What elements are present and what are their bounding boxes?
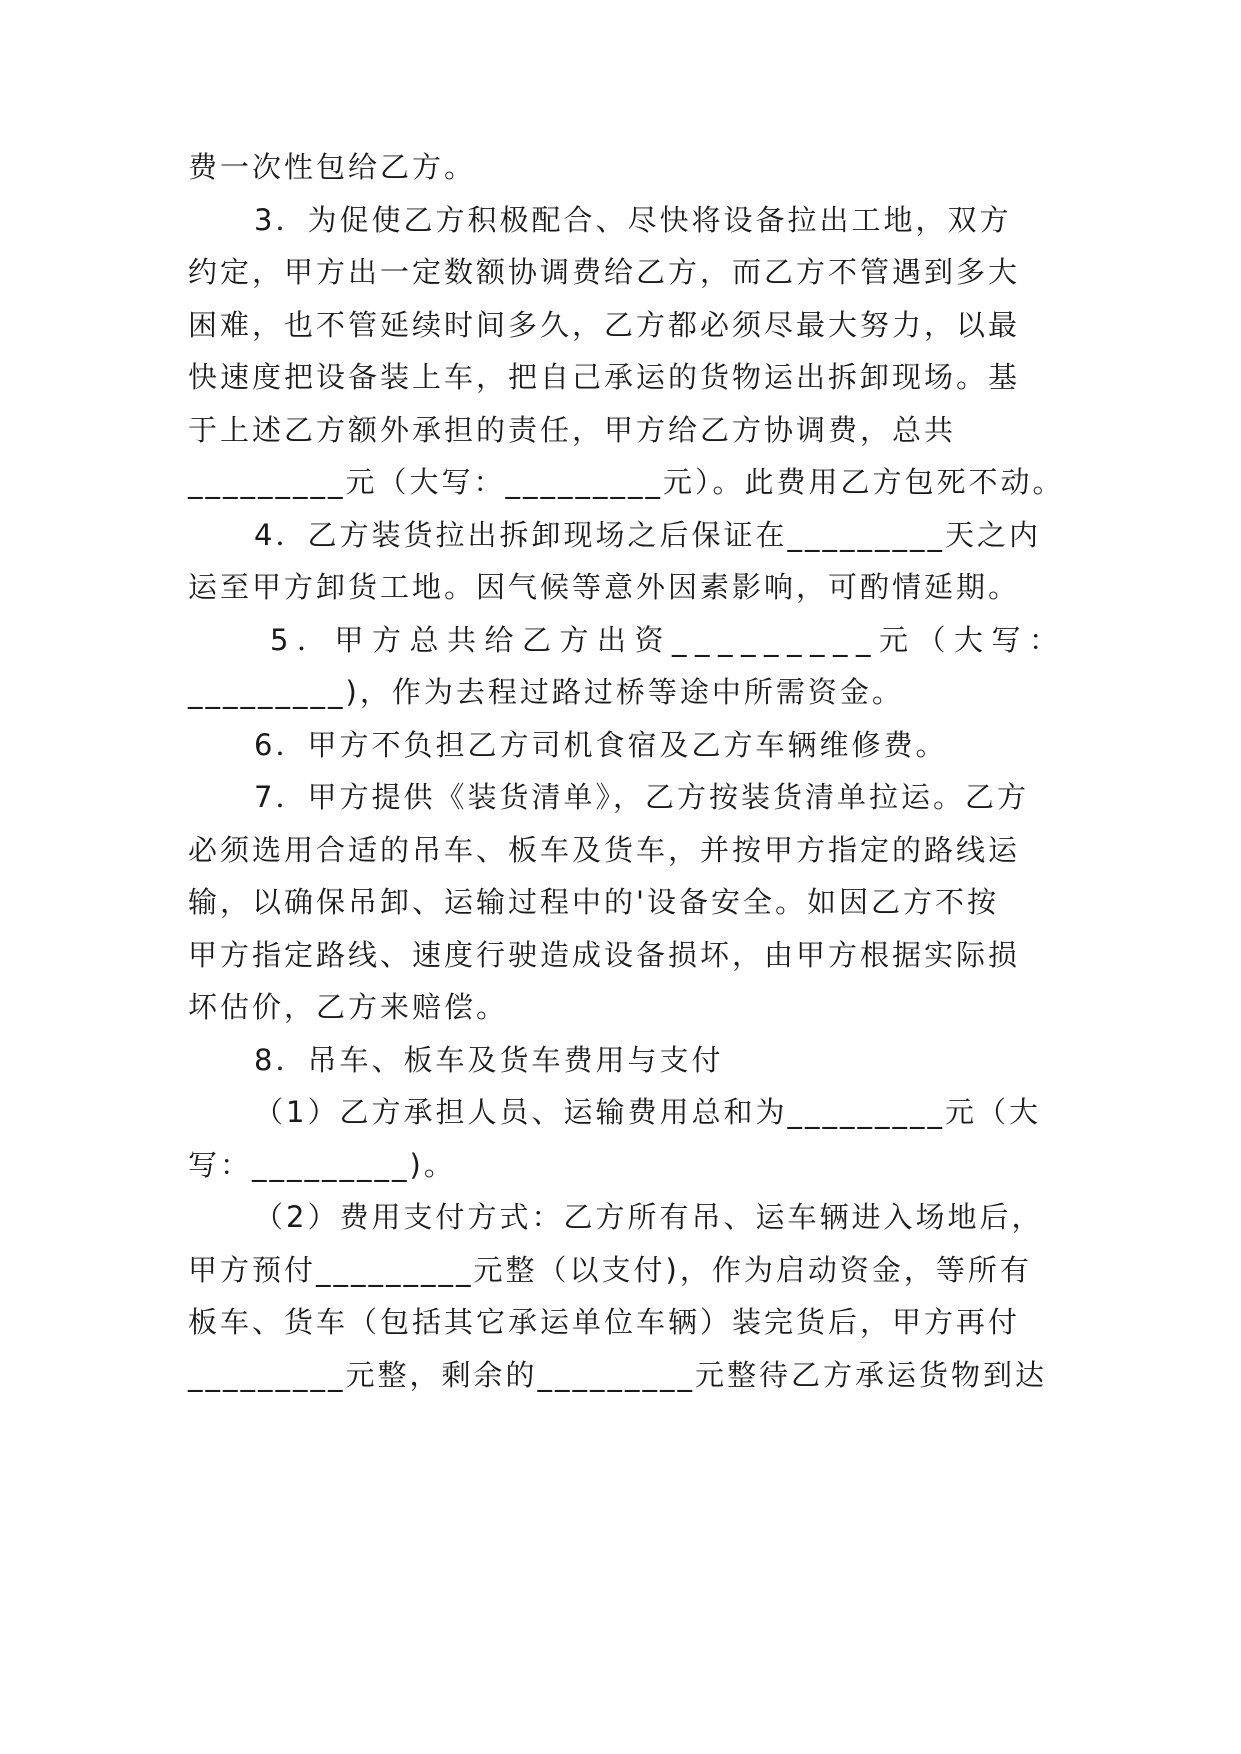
text-line: 写：_________)。	[188, 1148, 456, 1182]
text-line: _________元整，剩余的_________元整待乙方承运货物到达	[188, 1358, 1048, 1392]
text-line: 快速度把设备装上车，把自己承运的货物运出拆卸现场。基	[188, 360, 1021, 394]
text-line: 费一次性包给乙方。	[188, 150, 477, 184]
text-line: 于上述乙方额外承担的责任，甲方给乙方协调费，总共	[188, 413, 957, 447]
text-line: 困难，也不管延续时间多久，乙方都必须尽最大努力，以最	[188, 308, 1021, 342]
text-line: 运至甲方卸货工地。因气候等意外因素影响，可酌情延期。	[188, 570, 1021, 604]
text-line: 甲方预付_________元整（以支付)，作为启动资金，等所有	[188, 1253, 1032, 1287]
clause-6-line: 6．甲方不负担乙方司机食宿及乙方车辆维修费。	[254, 728, 948, 762]
clause-4-line: 4．乙方装货拉出拆卸现场之后保证在_________天之内	[254, 518, 1041, 552]
text-line: 坏估价，乙方来赔偿。	[188, 990, 509, 1024]
text-line: 甲方指定路线、速度行驶造成设备损坏，由甲方根据实际损	[188, 938, 1021, 972]
text-line: 约定，甲方出一定数额协调费给乙方，而乙方不管遇到多大	[188, 255, 1021, 289]
text-line: _________元（大写：_________元）。此费用乙方包死不动。	[188, 465, 1065, 499]
text-line: 必须选用合适的吊车、板车及货车，并按甲方指定的路线运	[188, 833, 1021, 867]
clause-3-line: 3．为促使乙方积极配合、尽快将设备拉出工地，双方	[254, 203, 1012, 237]
text-line: 板车、货车（包括其它承运单位车辆）装完货后，甲方再付	[188, 1305, 1021, 1339]
text-line: _________)，作为去程过路过桥等途中所需资金。	[188, 675, 904, 709]
clause-5-line: 5．甲方总共给乙方出资_________元（大写：	[270, 623, 1067, 657]
clause-8-item-1-line: （1）乙方承担人员、运输费用总和为_________元（大	[254, 1095, 1041, 1129]
clause-8-item-2-line: （2）费用支付方式：乙方所有吊、运车辆进入场地后，	[254, 1200, 1044, 1234]
text-line: 输，以确保吊卸、运输过程中的'设备安全。如因乙方不按	[188, 885, 999, 919]
clause-8-heading: 8．吊车、板车及货车费用与支付	[254, 1043, 724, 1077]
clause-7-line: 7．甲方提供《装货清单》，乙方按装货清单拉运。乙方	[254, 780, 1029, 814]
